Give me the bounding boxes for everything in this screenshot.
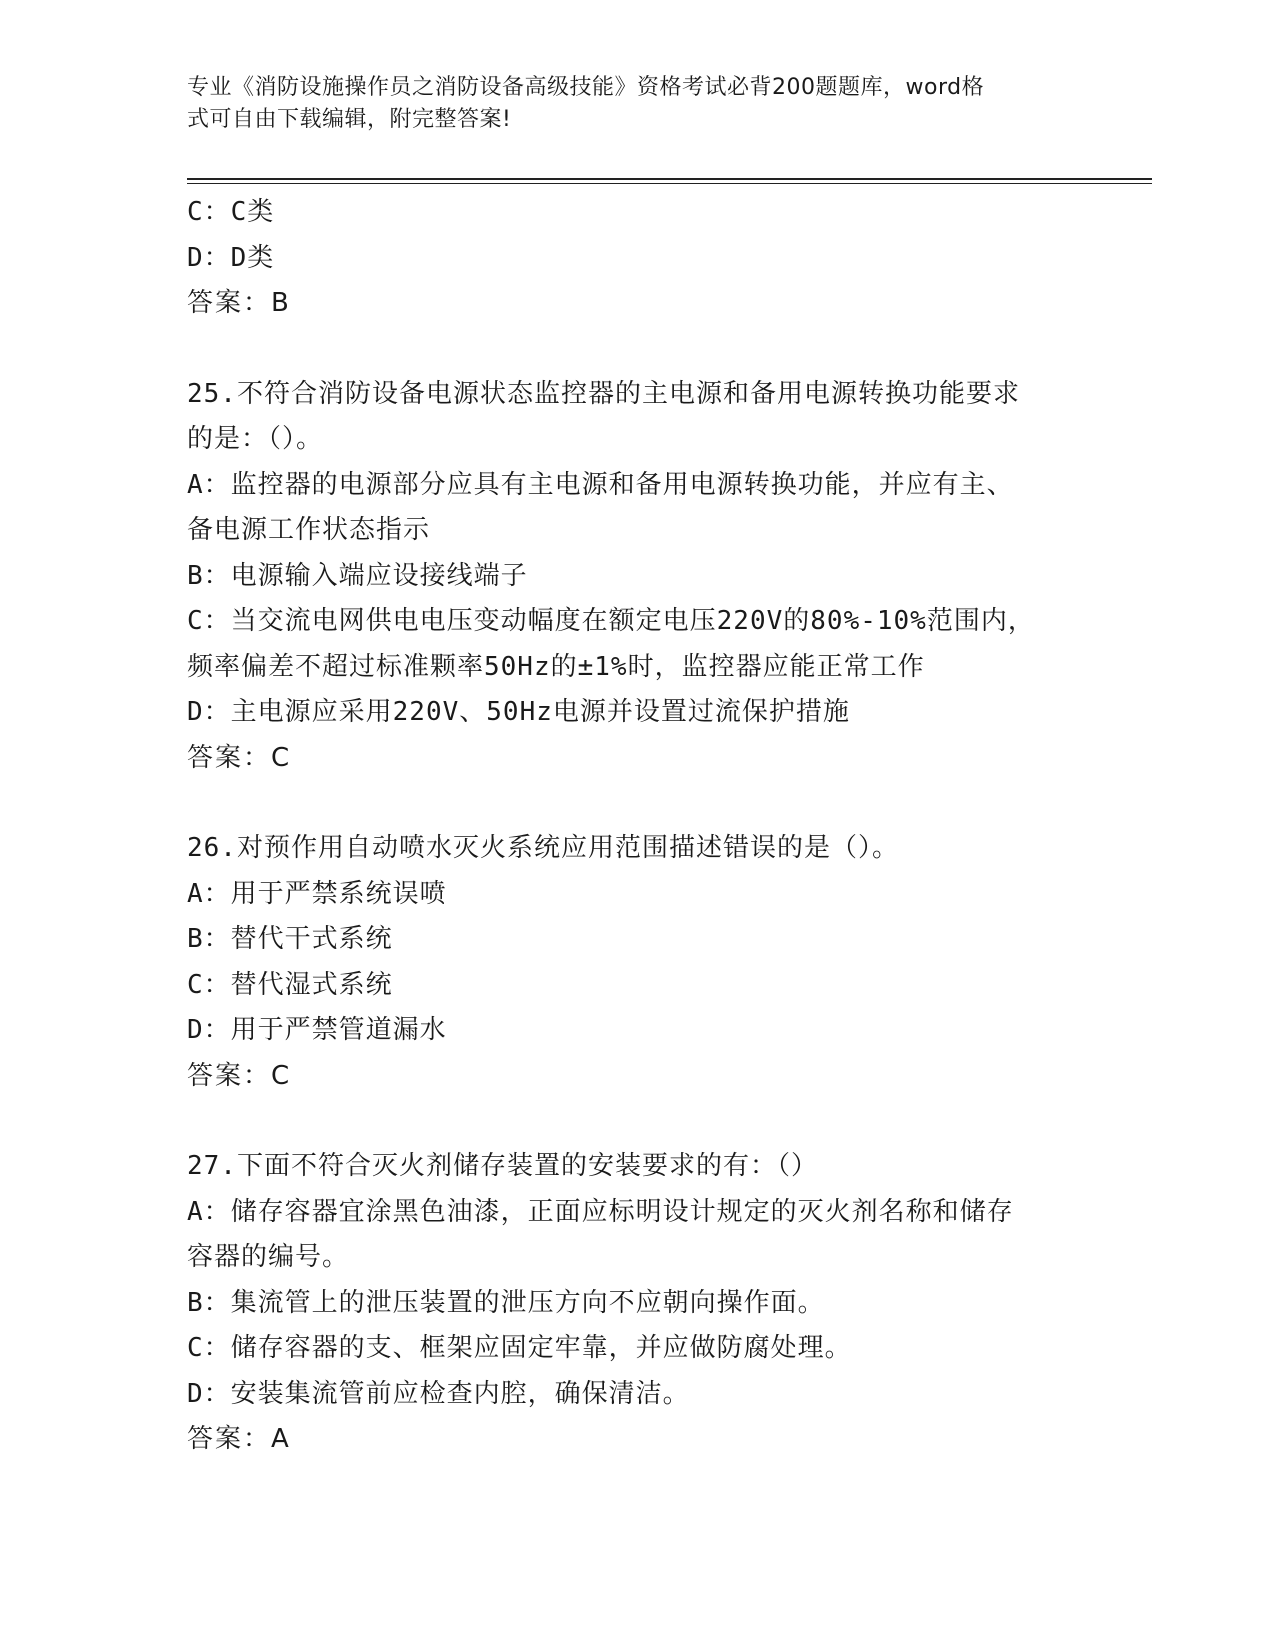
question-27 xyxy=(187,1144,1087,1463)
answer: 答案：C xyxy=(187,742,292,773)
question-24 xyxy=(187,190,1087,327)
spacer xyxy=(187,1099,1087,1144)
question-stem: 25.不符合消防设备电源状态监控器的主电源和备用电源转换功能要求 xyxy=(187,378,1020,409)
header-line-1: 专业《消防设施操作员之消防设备高级技能》资格考试必背200题题库，word格 xyxy=(187,75,985,100)
header-rule-thin xyxy=(187,183,1152,184)
option-d: D：安装集流管前应检查内腔，确保清洁。 xyxy=(187,1378,690,1409)
option-a: A：用于严禁系统误喷 xyxy=(187,878,447,909)
option-c-cont: 频率偏差不超过标准颗率50Hz的±1%时，监控器应能正常工作 xyxy=(187,651,925,682)
answer: 答案：B xyxy=(187,288,291,318)
spacer xyxy=(187,781,1087,826)
answer: 答案：A xyxy=(187,1424,291,1454)
option-b: B：集流管上的泄压装置的泄压方向不应朝向操作面。 xyxy=(187,1287,825,1318)
option-a-cont: 容器的编号。 xyxy=(187,1242,350,1272)
option-c: C：当交流电网供电电压变动幅度在额定电压220V的80%-10%范围内， xyxy=(187,606,1035,636)
question-stem: 26.对预作用自动喷水灭火系统应用范围描述错误的是（）。 xyxy=(187,833,899,863)
option-d: D：主电源应采用220V、50Hz电源并设置过流保护措施 xyxy=(187,697,850,727)
option-b: B：电源输入端应设接线端子 xyxy=(187,560,528,591)
answer: 答案：C xyxy=(187,1060,292,1091)
document-header xyxy=(187,72,1067,136)
question-26 xyxy=(187,826,1087,1099)
option-d: D：D类 xyxy=(187,242,275,273)
option-b: B：替代干式系统 xyxy=(187,924,393,954)
header-line-2: 式可自由下载编辑，附完整答案! xyxy=(187,107,512,132)
option-d: D：用于严禁管道漏水 xyxy=(187,1015,447,1045)
option-c: C：替代湿式系统 xyxy=(187,969,393,1000)
spacer xyxy=(187,327,1087,372)
question-25 xyxy=(187,372,1087,782)
question-stem-cont: 的是：（）。 xyxy=(187,424,324,454)
option-c: C：储存容器的支、框架应固定牢靠，并应做防腐处理。 xyxy=(187,1333,852,1363)
option-a: A：监控器的电源部分应具有主电源和备用电源转换功能，并应有主、 xyxy=(187,469,1014,500)
option-a: A：储存容器宜涂黑色油漆，正面应标明设计规定的灭火剂名称和储存 xyxy=(187,1196,1014,1227)
option-a-cont: 备电源工作状态指示 xyxy=(187,515,431,545)
header-rule-thick xyxy=(187,178,1152,180)
question-stem: 27.下面不符合灭火剂储存装置的安装要求的有：（） xyxy=(187,1151,818,1181)
option-c: C：C类 xyxy=(187,197,275,227)
question-list xyxy=(187,190,1087,1463)
